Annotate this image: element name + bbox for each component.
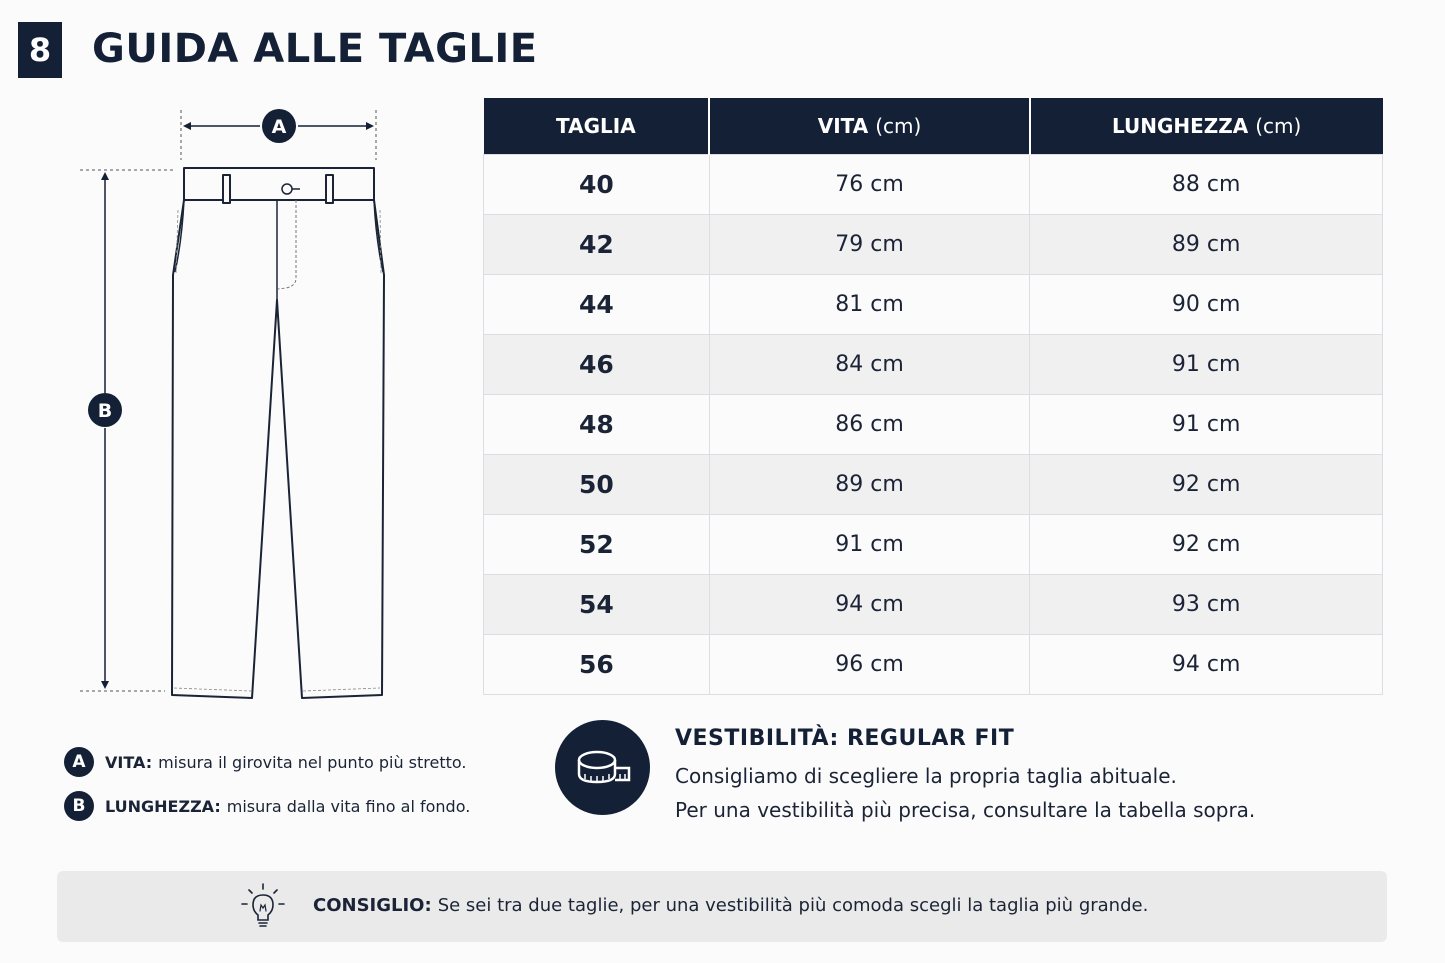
tip-banner <box>57 871 1387 942</box>
tip-text: CONSIGLIO: Se sei tra due taglie, per una vestibilità più comoda scegli la taglia più grande. <box>313 895 1149 916</box>
legend-desc: misura il girovita nel punto più stretto. <box>158 752 467 772</box>
table-row: 42 79 cm 89 cm <box>484 214 1383 274</box>
page-title: GUIDA ALLE TAGLIE <box>92 26 538 72</box>
lightbulb-icon <box>237 881 289 933</box>
fit-line-1: Consigliamo di scegliere la propria taglia abituale. <box>675 764 1177 788</box>
diagram-label-a: A <box>271 116 287 138</box>
table-row: 54 94 cm 93 cm <box>484 574 1383 634</box>
header-taglia: TAGLIA <box>484 98 710 154</box>
measurement-legend <box>64 747 504 835</box>
section-number-badge: 8 <box>18 22 62 78</box>
table-row: 56 96 cm 94 cm <box>484 634 1383 694</box>
legend-item-vita <box>64 747 504 777</box>
legend-badge-a: A <box>64 747 94 777</box>
table-row: 52 91 cm 92 cm <box>484 514 1383 574</box>
legend-desc: misura dalla vita fino al fondo. <box>226 796 471 816</box>
legend-term: VITA: <box>105 752 153 772</box>
fit-title: VESTIBILITÀ: REGULAR FIT <box>675 726 1015 751</box>
size-table <box>483 98 1383 695</box>
table-row: 40 76 cm 88 cm <box>484 154 1383 214</box>
header-lunghezza: LUNGHEZZA (cm) <box>1030 98 1383 154</box>
legend-item-lunghezza <box>64 791 504 821</box>
table-row: 50 89 cm 92 cm <box>484 454 1383 514</box>
table-row: 46 84 cm 91 cm <box>484 334 1383 394</box>
fit-line-2: Per una vestibilità più precisa, consultare la tabella sopra. <box>675 798 1256 822</box>
legend-badge-b: B <box>64 791 94 821</box>
diagram-label-b: B <box>97 400 113 422</box>
fit-info <box>675 726 1395 827</box>
table-row: 44 81 cm 90 cm <box>484 274 1383 334</box>
measuring-tape-icon <box>555 720 650 815</box>
legend-term: LUNGHEZZA: <box>105 796 221 816</box>
table-row: 48 86 cm 91 cm <box>484 394 1383 454</box>
header-vita: VITA (cm) <box>709 98 1030 154</box>
trousers-diagram <box>70 100 410 710</box>
